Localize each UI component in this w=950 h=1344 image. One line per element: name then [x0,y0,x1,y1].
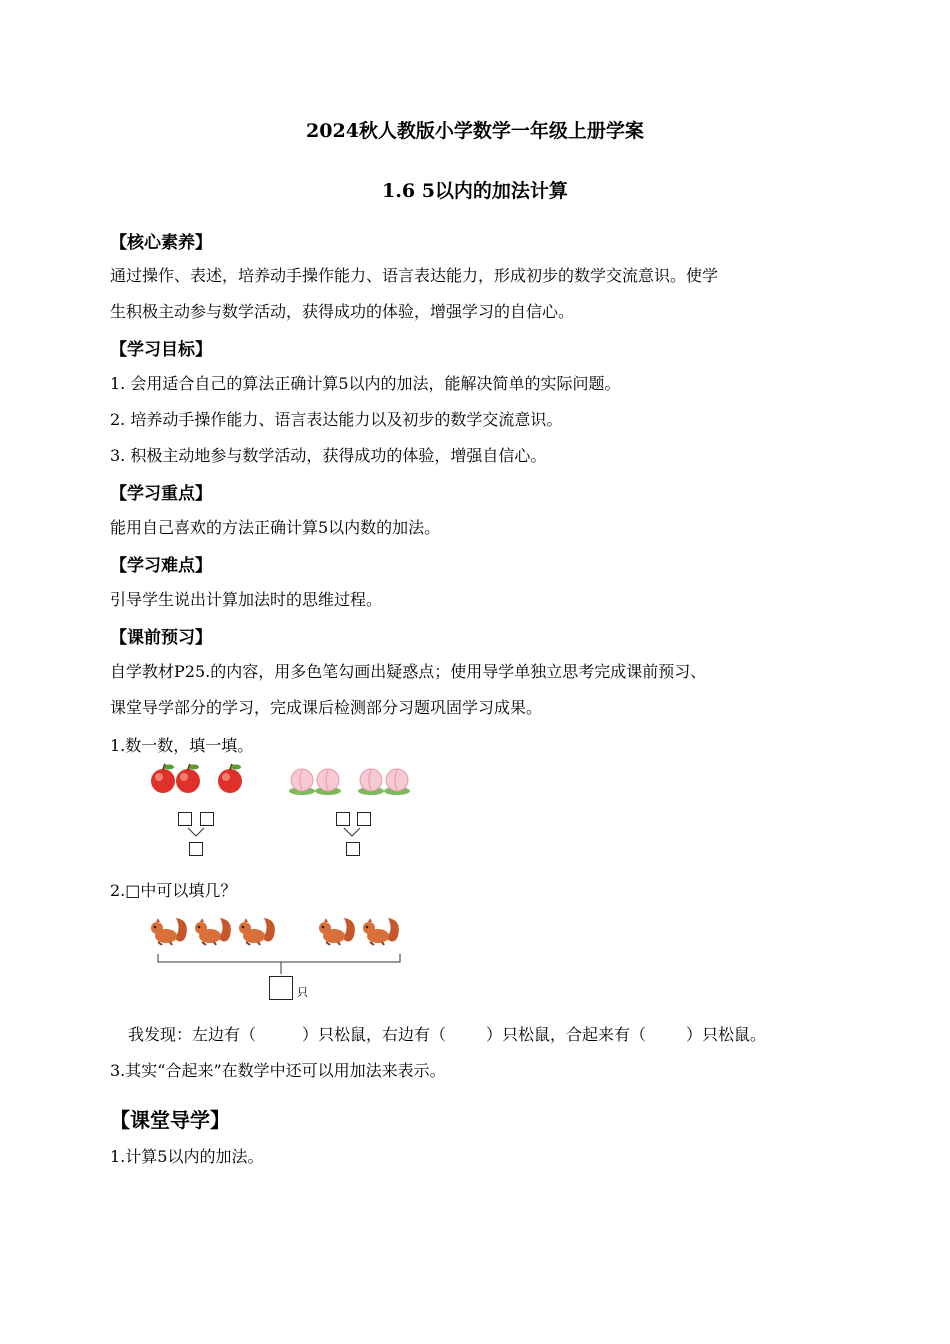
goal-item: 3. 积极主动地参与数学活动，获得成功的体验，增强自信心。 [110,446,547,465]
split-connector [180,826,220,842]
question-3: 3.其实“合起来”在数学中还可以用加法来表示。 [110,1061,446,1080]
peach-icon [315,769,341,795]
squirrel-icon [319,918,355,945]
finding-prefix: 我发现：左边有（ [128,1025,257,1044]
split-connector [336,826,376,842]
answer-box[interactable] [346,842,360,856]
goal-item: 1. 会用适合自己的算法正确计算5以内的加法，能解决简单的实际问题。 [110,374,621,393]
core-text-line-2: 生积极主动参与数学活动，获得成功的体验，增强学习的自信心。 [110,302,575,321]
unit-label: 只 [297,986,308,999]
difficult-text: 引导学生说出计算加法时的思维过程。 [110,590,383,609]
section-core-heading: 【核心素养】 [110,233,212,253]
squirrel-icon [363,918,399,945]
squirrel-icon [151,918,187,945]
answer-box[interactable] [357,812,371,826]
apples-figure [148,762,248,796]
squirrels-figure [148,912,418,952]
apple-icon [176,764,200,793]
finding-mid-1: ）只松鼠，右边有（ [302,1025,447,1044]
key-text: 能用自己喜欢的方法正确计算5以内数的加法。 [110,518,441,537]
answer-box[interactable] [336,812,350,826]
section-difficult-heading: 【学习难点】 [110,556,212,576]
answer-box[interactable] [200,812,214,826]
goal-item: 2. 培养动手操作能力、语言表达能力以及初步的数学交流意识。 [110,410,563,429]
answer-box[interactable] [178,812,192,826]
peaches-figure [286,764,416,798]
finding-mid-2: ）只松鼠，合起来有（ [486,1025,647,1044]
squirrel-icon [195,918,231,945]
preview-text-line-2: 课堂导学部分的学习，完成课后检测部分习题巩固学习成果。 [110,698,543,717]
page-title: 2024秋人教版小学数学一年级上册学案 [306,120,644,142]
peach-icon [289,769,315,795]
section-preview-heading: 【课前预习】 [110,628,212,648]
section-classroom-heading: 【课堂导学】 [110,1108,230,1132]
answer-box[interactable] [189,842,203,856]
classroom-question-1: 1.计算5以内的加法。 [110,1147,264,1166]
core-text-line-1: 通过操作、表述，培养动手操作能力、语言表达能力，形成初步的数学交流意识。使学 [110,266,719,285]
section-key-heading: 【学习重点】 [110,484,212,504]
total-answer-box[interactable] [269,976,293,1000]
apple-icon [218,764,242,793]
peach-icon [358,769,384,795]
question-1: 1.数一数，填一填。 [110,736,254,755]
total-brace [156,952,406,978]
apple-icon [151,764,175,793]
preview-text-line-1: 自学教材P25.的内容，用多色笔勾画出疑惑点；使用导学单独立思考完成课前预习、 [110,662,707,681]
squirrel-icon [239,918,275,945]
finding-suffix: ）只松鼠。 [686,1025,767,1044]
peach-icon [384,769,410,795]
question-2: 2.□中可以填几？ [110,881,237,900]
lesson-title: 1.6 5以内的加法计算 [382,180,568,202]
section-goals-heading: 【学习目标】 [110,340,212,360]
finding-sentence [128,1022,766,1045]
